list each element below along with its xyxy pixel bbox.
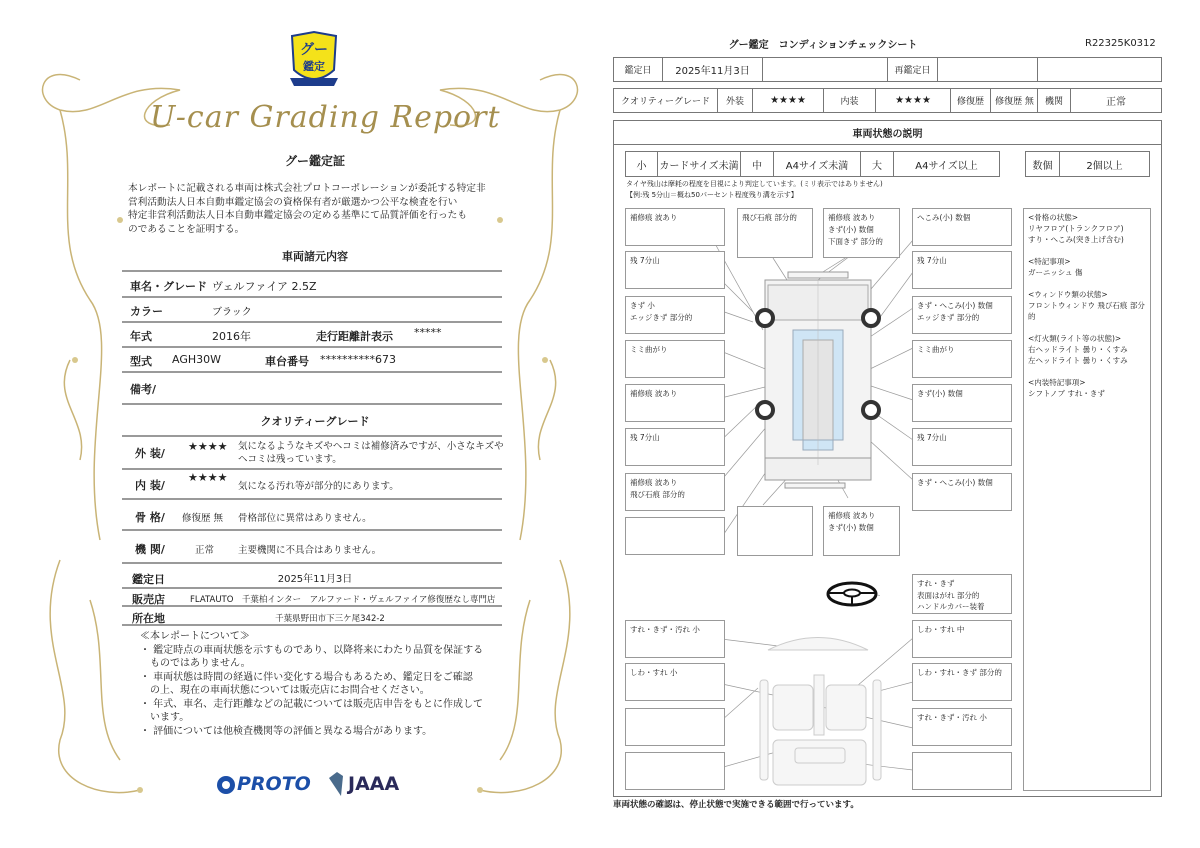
- notes-title: ≪本レポートについて≫: [140, 631, 250, 642]
- exterior-right-box: [912, 473, 1012, 511]
- tire-note: [626, 179, 883, 201]
- exterior-top-box: [823, 208, 900, 258]
- damage-text: 飛び石痕 部分的: [742, 213, 797, 222]
- reappraisal-date-value: [937, 57, 1038, 82]
- chassis-label: 車台番号: [265, 355, 309, 368]
- damage-text: 補修痕 波あり: [828, 213, 876, 222]
- damage-text: 補修痕 波あり: [630, 478, 678, 487]
- interior-right-box: [912, 663, 1012, 701]
- notes-panel-line: 左ヘッドライト 曇り・くすみ: [1028, 356, 1128, 365]
- interior-right-box: [912, 752, 1012, 790]
- exterior-label: 外装: [717, 88, 753, 113]
- proto-mark-icon: [215, 772, 237, 796]
- jaaa-logo: [327, 770, 399, 798]
- jaaa-mark-icon: [327, 770, 345, 798]
- report-script-title: U-car Grading Report: [150, 100, 501, 135]
- exterior-grade-desc: [238, 440, 504, 466]
- notes-panel-line: リヤフロア(トランクフロア): [1028, 224, 1124, 233]
- steering-box: [912, 574, 1012, 614]
- notes-panel-line: <特記事項>: [1028, 257, 1071, 266]
- frame-grade-label: 骨 格/: [135, 511, 165, 524]
- exterior-stars: ★★★★: [752, 88, 824, 113]
- damage-text: 残 7分山: [917, 256, 947, 265]
- exterior-left-box: [625, 208, 725, 246]
- notes-panel-line: [1028, 278, 1146, 289]
- exterior-right-box: [912, 340, 1012, 378]
- size-small-label: 小: [625, 151, 658, 177]
- exterior-left-box: [625, 428, 725, 466]
- desc-line: ヘコミは残っています。: [238, 454, 342, 465]
- engine-value: 正常: [1070, 88, 1162, 113]
- exterior-right-box: [912, 384, 1012, 422]
- note-line: ・ 鑑定時点の車両状態を示すものであり、以降将来にわたり品質を保証する: [140, 644, 484, 656]
- model-value: AGH30W: [172, 353, 222, 366]
- size-large-label: 大: [860, 151, 894, 177]
- spec-title: 車両諸元内容: [282, 250, 348, 263]
- damage-text: 補修痕 波あり: [630, 389, 678, 398]
- exterior-left-box: [625, 517, 725, 555]
- damage-text: きず(小) 数個: [828, 523, 874, 532]
- odometer-value: *****: [414, 326, 442, 339]
- intro-line: 営利活動法人日本自動車鑑定協会の資格保有者が厳選かつ公平な検査を行い: [128, 196, 458, 208]
- grade-label: クオリティーグレード: [613, 88, 718, 113]
- model-label: 型式: [130, 355, 152, 368]
- exterior-left-box: [625, 384, 725, 422]
- empty-cell: [762, 57, 888, 82]
- engine-grade-label: 機 関/: [135, 543, 165, 556]
- damage-text: きず(小) 数個: [828, 225, 874, 234]
- steering-wheel-icon: [825, 580, 880, 610]
- proto-logo: [215, 772, 311, 796]
- exterior-top-box: [737, 208, 813, 258]
- sheet-title: グー鑑定 コンディションチェックシート: [728, 40, 918, 51]
- damage-text: 残 7分山: [917, 433, 947, 442]
- note-line: の上、現在の車両状態については販売店にお問合せください。: [140, 685, 430, 696]
- damage-text: エッジきず 部分的: [917, 313, 980, 322]
- count-label: 数個: [1025, 151, 1060, 177]
- exterior-left-box: [625, 340, 725, 378]
- size-medium-label: 中: [740, 151, 774, 177]
- damage-text: きず 小: [630, 301, 655, 310]
- damage-text: 残 7分山: [630, 433, 660, 442]
- exterior-left-box: [625, 296, 725, 334]
- frame-grade-desc: 骨格部位に異常はありません。: [238, 513, 372, 524]
- damage-text: しわ・すれ 中: [917, 625, 965, 634]
- note-line: ・ 車両状態は時間の経過に伴い変化する場合もあるため、鑑定日をご確認: [140, 671, 473, 683]
- exterior-grade-value: ★★★★: [188, 440, 228, 453]
- sheet-code: R22325K0312: [1085, 38, 1156, 49]
- appraisal-date-label: 鑑定日: [613, 57, 663, 82]
- interior-left-box: [625, 663, 725, 701]
- damage-text: へこみ(小) 数個: [917, 213, 971, 222]
- size-medium-desc: A4サイズ未満: [773, 151, 861, 177]
- damage-text: しわ・すれ・きず 部分的: [917, 668, 1002, 677]
- exterior-left-box: [625, 251, 725, 289]
- color-value: ブラック: [212, 307, 252, 318]
- address-value: 千葉県野田市下三ケ尾342-2: [275, 614, 385, 624]
- damage-text: エッジきず 部分的: [630, 313, 693, 322]
- proto-logo-text: PROTO: [237, 773, 311, 795]
- odometer-label: 走行距離計表示: [316, 330, 393, 343]
- count-desc: 2個以上: [1059, 151, 1150, 177]
- damage-text: すれ・きず・汚れ 小: [630, 625, 700, 634]
- exterior-right-box: [912, 251, 1012, 289]
- notes-panel-text: [1028, 212, 1146, 399]
- interior-left-box: [625, 620, 725, 658]
- section-title: 車両状態の説明: [613, 120, 1162, 145]
- engine-label: 機関: [1037, 88, 1071, 113]
- intro-line: 特定非営利活動法人日本自動車鑑定協会の定める基準にて品質評価を行ったも: [128, 210, 468, 221]
- notes-panel-line: すり・へこみ(突き上げ含む): [1028, 235, 1124, 244]
- interior-grade-label: 内 装/: [135, 479, 165, 492]
- year-value: 2016年: [212, 330, 251, 343]
- frame-grade-value: 修復歴 無: [182, 513, 224, 524]
- notes-panel-line: [1028, 245, 1146, 256]
- damage-text: 残 7分山: [630, 256, 660, 265]
- interior-right-box: [912, 620, 1012, 658]
- damage-text: 飛び石痕 部分的: [630, 490, 685, 499]
- damage-text: きず・へこみ(小) 数個: [917, 478, 993, 487]
- goo-kantei-logo: [288, 30, 340, 92]
- exterior-right-box: [912, 208, 1012, 246]
- chassis-value: **********673: [320, 353, 396, 366]
- dealer-value: FLATAUTO 千葉柏インター アルファード・ヴェルファイア修復歴なし専門店: [190, 595, 496, 605]
- notes-panel-line: <骨格の状態>: [1028, 213, 1079, 222]
- repair-history-label: 修復歴: [950, 88, 991, 113]
- size-large-desc: A4サイズ以上: [893, 151, 1000, 177]
- exterior-grade-label: 外 装/: [135, 447, 165, 460]
- exterior-left-box: [625, 473, 725, 511]
- damage-text: きず・へこみ(小) 数個: [917, 301, 993, 310]
- notes-panel-line: [1028, 322, 1146, 333]
- desc-line: 気になるようなキズやヘコミは補修済みですが、小さなキズや: [238, 441, 504, 452]
- damage-text: ハンドルカバー装着: [917, 602, 985, 611]
- dealer-label: 販売店: [132, 593, 165, 606]
- exterior-right-box: [912, 296, 1012, 334]
- intro-line: 本レポートに記載される車両は株式会社プロトコーポレーションが委託する特定非: [128, 183, 486, 194]
- exterior-bottom-box: [737, 506, 813, 556]
- year-label: 年式: [130, 330, 152, 343]
- notes-panel: [1023, 208, 1151, 791]
- repair-history-value: 修復歴 無: [990, 88, 1038, 113]
- interior-left-box: [625, 752, 725, 790]
- interior-right-box: [912, 708, 1012, 746]
- appraisal-date-value: 2025年11月3日: [662, 57, 763, 82]
- notes-panel-line: [1028, 366, 1146, 377]
- cert-title: グー鑑定証: [284, 154, 345, 168]
- notes-panel-line: フロントウィンドウ 飛び石痕 部分的: [1028, 301, 1145, 321]
- interior-label: 内装: [823, 88, 876, 113]
- exterior-bottom-box: [823, 506, 900, 556]
- car-name-value: ヴェルファイア 2.5Z: [212, 280, 317, 293]
- reappraisal-date-label: 再鑑定日: [887, 57, 938, 82]
- note-line: ものではありません。: [140, 658, 251, 669]
- color-label: カラー: [130, 305, 163, 318]
- sheet-footer: 車両状態の確認は、停止状態で実施できる範囲で行っています。: [613, 800, 859, 810]
- engine-grade-value: 正常: [195, 545, 215, 556]
- car-name-label: 車名・グレード: [130, 280, 207, 293]
- damage-text: きず(小) 数個: [917, 389, 963, 398]
- damage-text: しわ・すれ 小: [630, 668, 678, 677]
- notes-panel-line: ガーニッシュ 傷: [1028, 268, 1083, 277]
- interior-grade-desc: 気になる汚れ等が部分的にあります。: [238, 481, 399, 492]
- damage-text: ミミ曲がり: [630, 345, 668, 354]
- date-value: 2025年11月3日: [277, 574, 353, 585]
- damage-text: すれ・きず・汚れ 小: [917, 713, 987, 722]
- note-line: います。: [140, 712, 190, 723]
- intro-paragraph: [128, 182, 508, 236]
- damage-text: すれ・きず: [917, 579, 955, 588]
- grade-title: クオリティーグレード: [260, 415, 370, 428]
- damage-text: 補修痕 波あり: [630, 213, 678, 222]
- exterior-right-box: [912, 428, 1012, 466]
- jaaa-logo-text: JAAA: [348, 773, 400, 795]
- address-label: 所在地: [132, 612, 165, 625]
- interior-grade-value: ★★★★: [188, 471, 228, 484]
- damage-text: ミミ曲がり: [917, 345, 955, 354]
- remarks-label: 備考/: [130, 383, 157, 396]
- size-small-desc: カードサイズ未満: [657, 151, 741, 177]
- damage-text: 補修痕 波あり: [828, 511, 876, 520]
- damage-text: 下面きず 部分的: [828, 237, 883, 246]
- report-notes: [140, 630, 483, 738]
- interior-stars: ★★★★: [875, 88, 951, 113]
- svg-text:鑑定: 鑑定: [303, 60, 325, 73]
- tire-note-line: 【例:残 5分山＝概ね50パーセント程度残り溝を示す】: [626, 191, 798, 199]
- svg-text:グー: グー: [300, 42, 328, 58]
- note-line: ・ 評価については他検査機関等の評価と異なる場合があります。: [140, 725, 433, 737]
- notes-panel-line: シフトノブ すれ・きず: [1028, 389, 1105, 398]
- interior-left-box: [625, 708, 725, 746]
- date-label: 鑑定日: [132, 573, 165, 586]
- notes-panel-line: <内装特記事項>: [1028, 378, 1086, 387]
- notes-panel-line: <ウィンドウ類の状態>: [1028, 290, 1108, 299]
- engine-grade-desc: 主要機関に不具合はありません。: [238, 545, 382, 556]
- intro-line: のであることを証明する。: [128, 223, 245, 235]
- notes-panel-line: <灯火類(ライト等の状態)>: [1028, 334, 1122, 343]
- notes-panel-line: 右ヘッドライト 曇り・くすみ: [1028, 345, 1128, 354]
- tire-note-line: タイヤ残山は摩耗の程度を目視により判定しています。(ミリ表示ではありません): [626, 180, 883, 188]
- note-line: ・ 年式、車名、走行距離などの記載については販売店申告をもとに作成して: [140, 698, 483, 710]
- empty-cell: [1037, 57, 1162, 82]
- damage-text: 表面はがれ 部分的: [917, 590, 980, 600]
